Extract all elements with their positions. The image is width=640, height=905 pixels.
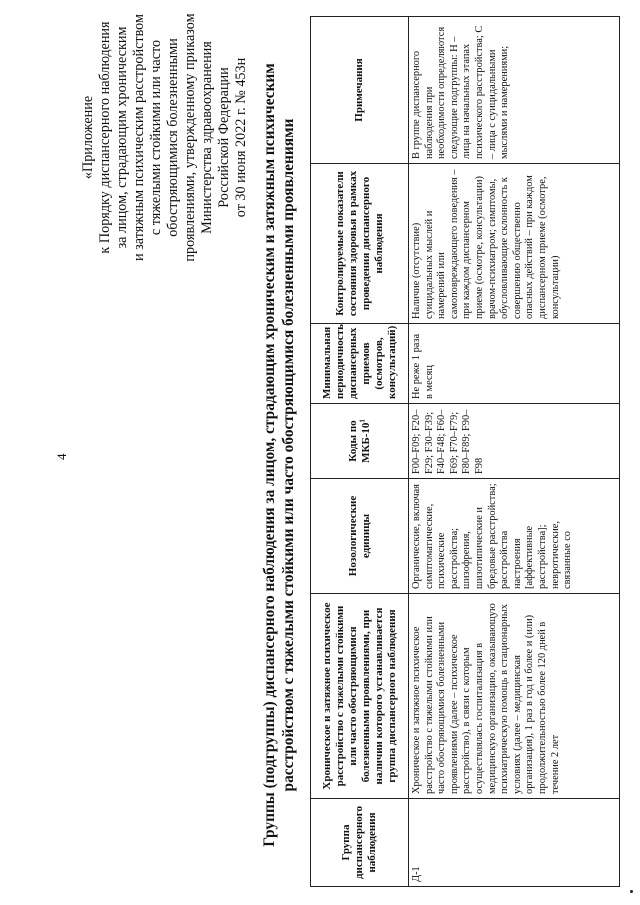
- header-frequency: Минимальная периодичность диспансерных приемов (осмотров, консультаций): [311, 324, 409, 404]
- header-codes: [311, 404, 409, 479]
- header-notes: Примечания: [311, 17, 409, 164]
- title-line: расстройством с тяжелыми стойкими или часто обостряющимися болезненными проявлениями: [280, 118, 297, 792]
- appendix-line: с тяжелыми стойкими или часто: [148, 39, 164, 236]
- appendix-line: Российской Федерации: [216, 67, 232, 208]
- header-indicators: Контролируемые показатели состояния здоровья в рамках проведения диспансерного наблюдения: [311, 164, 409, 324]
- cell-codes: F00–F09; F20–F29; F30–F39; F40–F48; F60–F69; F70–F79; F80–F89; F90–F98: [409, 404, 620, 479]
- appendix-line: за лицом, страдающим хроническим: [114, 26, 130, 249]
- header-group: Группа диспансерного наблюдения: [311, 799, 409, 887]
- appendix-line: и затяжным психическим расстройством: [131, 14, 147, 261]
- appendix-line: «Приложение: [80, 95, 96, 180]
- appendix-line: от 30 июня 2022 г. № 453н: [233, 57, 249, 218]
- observation-groups-table: [310, 16, 620, 887]
- header-nosology: Нозологические единицы: [311, 479, 409, 594]
- cell-notes: В группе диспансерного наблюдения при необходимости определяются следующие подгруппы: Н – лица на начальных этапах психического расстройства; С – лица с суицидальными мыслями и намерениями;: [409, 17, 620, 164]
- appendix-header: [80, 10, 250, 265]
- table-header-row: [311, 17, 409, 887]
- page-number: 4: [54, 453, 69, 460]
- cell-group: Д-1: [409, 799, 620, 887]
- table-row: [409, 17, 620, 887]
- cell-nosology: Органические, включая симптоматические, психические расстройства; шизофрения, шизотипические и бредовые расстройства; расстройства настроения [аффективные расстройства]; невротические, связанные со: [409, 479, 620, 594]
- title-line: Группы (подгруппы) диспансерного наблюдения за лицом, страдающим хроническим и затяжным психическим: [261, 63, 278, 847]
- header-criteria: Хроническое и затяжное психическое расстройство с тяжелыми стойкими или часто обостряющимися болезненными проявлениями, при наличии которого устанавливается группа диспансерного наблюдения: [311, 594, 409, 799]
- cell-frequency: Не реже 1 раза в месяц: [409, 324, 620, 404]
- appendix-line: к Порядку диспансерного наблюдения: [97, 21, 113, 254]
- appendix-line: проявлениями, утвержденному приказом: [182, 13, 198, 262]
- document-title: [260, 25, 298, 885]
- cell-indicators: Наличие (отсутствие) суицидальных мыслей и намерений или самоповреждающего поведения – при каждом диспансерном приеме (осмотре, консультации) врачом-психиатром; симптомы, обусловливающие склонность к совершению общественно опасных действий – при каждом диспансерном приеме (осмотре, консультации): [409, 164, 620, 324]
- scan-dot: [630, 890, 633, 893]
- header-codes-text: Коды по МКБ-10: [346, 420, 372, 463]
- cell-criteria: Хроническое и затяжное психическое расстройство с тяжелыми стойкими или часто обостряющимися болезненными проявлениями (далее – психическое расстройство), в связи с которым осуществлялась госпитализация в медицинскую организацию, оказывающую психиатрическую помощь в стационарных условиях (далее – медицинская организация), 1 раз в год и более и (или) продолжительностью более 120 дней в течение 2 лет: [409, 594, 620, 799]
- footnote-marker: 1: [357, 419, 366, 423]
- appendix-line: Министерства здравоохранения: [199, 41, 215, 234]
- appendix-line: обостряющимися болезненными: [165, 38, 181, 237]
